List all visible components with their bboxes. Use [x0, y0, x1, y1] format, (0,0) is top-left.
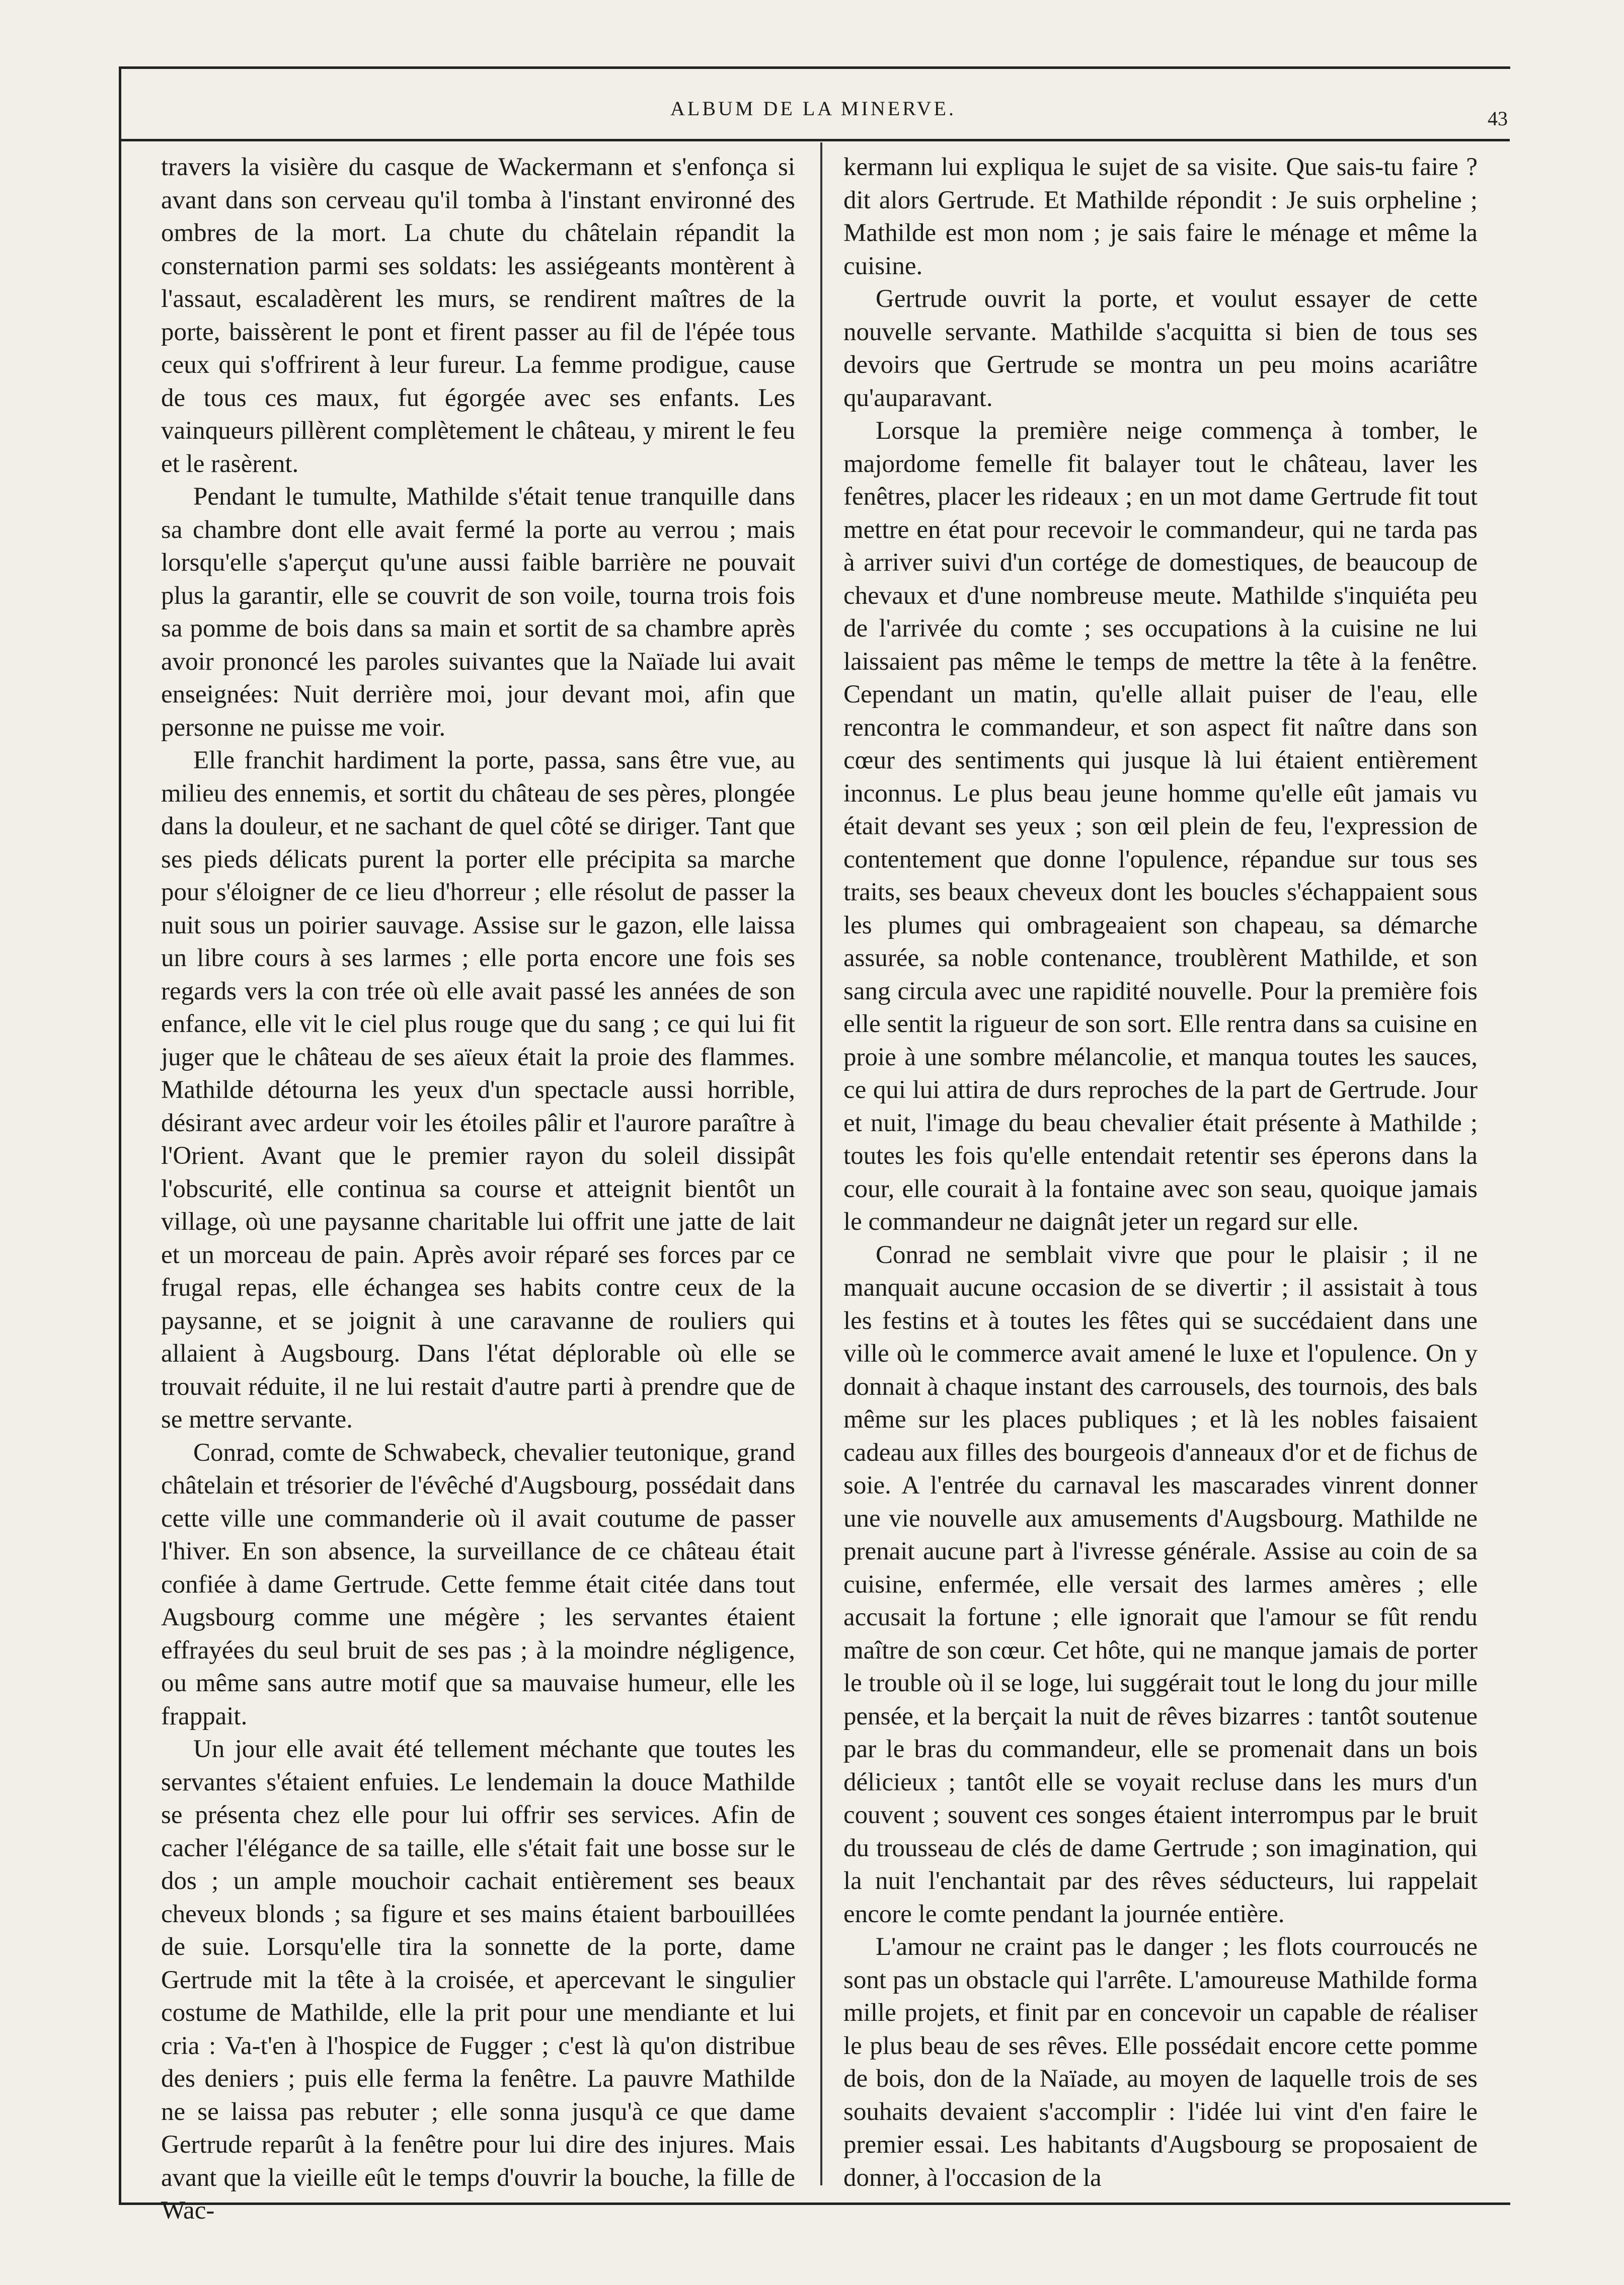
left-column	[161, 151, 795, 2225]
paragraph: Conrad ne semblait vivre que pour le plaisir ; il ne manquait aucune occasion de se divertir ; il assistait à tous les festins et à toutes les fêtes qui se succédaient dans une ville où le commerce avait amené le luxe et l'opulence. On y donnait à chaque instant des carrousels, des tournois, des bals même sur les places publiques ; et là les nobles faisaient cadeau aux filles des bourgeois d'anneaux d'or et de fichus de soie. A l'entrée du carnaval les mascarades vinrent donner une vie nouvelle aux amusements d'Augsbourg. Mathilde ne prenait aucune part à l'ivresse générale. Assise au coin de sa cuisine, enfermée, elle versait des larmes amères ; elle accusait la fortune ; elle ignorait que l'amour se fût rendu maître de son cœur. Cet hôte, qui ne manque jamais de porter le trouble où il se loge, lui suggérait tout le long du jour mille pensée, et la berçait la nuit de rêves bizarres : tantôt soutenue par le bras du commandeur, elle se promenait dans un bois délicieux ; tantôt elle se voyait recluse dans les murs d'un couvent ; souvent ces songes étaient interrompus par le bruit du trousseau de clés de dame Gertrude ; son imagination, qui la nuit l'enchantait par des rêves séducteurs, lui rappelait encore le comte pendant la journée entière.	[843, 1240, 1478, 1928]
right-column	[843, 151, 1478, 2192]
journal-title: ALBUM DE LA MINERVE.	[670, 97, 956, 120]
paragraph: Pendant le tumulte, Mathilde s'était tenue tranquille dans sa chambre dont elle avait fermé la porte au verrou ; mais lorsqu'elle s'aperçut qu'une aussi faible barrière ne pouvait plus la garantir, elle se couvrit de son voile, tourna trois fois sa pomme de bois dans sa main et sortit de sa chambre après avoir prononcé les paroles suivantes que la Naïade lui avait enseignées: Nuit derrière moi, jour devant moi, afin que personne ne puisse me voir.	[161, 483, 795, 742]
paragraph: travers la visière du casque de Wackermann et s'enfonça si avant dans son cerveau qu'il tomba à l'instant environné des ombres de la mort. La chute du châtelain répandit la consternation parmi ses soldats: les assiégeants montèrent à l'assaut, escaladèrent les murs, se rendirent maîtres de la porte, baissèrent le pont et firent passer au fil de l'épée tous ceux qui s'offrirent à leur fureur. La femme prodigue, cause de tous ces maux, fut égorgée avec ses enfants. Les vainqueurs pillèrent complètement le château, y mirent le feu et le rasèrent.	[161, 153, 795, 478]
paragraph: Gertrude ouvrit la porte, et voulut essayer de cette nouvelle servante. Mathilde s'acquitta si bien de tous ses devoirs que Gertrude se montra un peu moins acariâtre qu'auparavant.	[843, 285, 1478, 412]
paragraph: kermann lui expliqua le sujet de sa visite. Que sais-tu faire ? dit alors Gertrude. Et Mathilde répondit : Je suis orpheline ; Mathilde est mon nom ; je sais faire le ménage et même la cuisine.	[843, 153, 1478, 280]
page-number: 43	[1488, 107, 1508, 130]
paragraph: Elle franchit hardiment la porte, passa, sans être vue, au milieu des ennemis, et sortit du château de ses pères, plongée dans la douleur, et ne sachant de quel côté se diriger. Tant que ses pieds délicats purent la porter elle précipita sa marche pour s'éloigner de ce lieu d'horreur ; elle résolut de passer la nuit sous un poirier sauvage. Assise sur le gazon, elle laissa un libre cours à ses larmes ; elle porta encore une fois ses regards vers la con trée où elle avait passé les années de son enfance, elle vit le ciel plus rouge que du sang ; ce qui lui fit juger que le château de ses aïeux était la proie des flammes. Mathilde détourna les yeux d'un spectacle aussi horrible, désirant avec ardeur voir les étoiles pâlir et l'aurore paraître à l'Orient. Avant que le premier rayon du soleil dissipât l'obscurité, elle continua sa course et atteignit bientôt un village, où une paysanne charitable lui offrit une jatte de lait et un morceau de pain. Après avoir réparé ses forces par ce frugal repas, elle échangea ses habits contre ceux de la paysanne, et se joignit à une caravanne de rouliers qui allaient à Augsbourg. Dans l'état déplorable où elle se trouvait réduite, il ne lui restait d'autre parti à prendre que de se mettre servante.	[161, 746, 795, 1434]
paragraph: L'amour ne craint pas le danger ; les flots courroucés ne sont pas un obstacle qui l'arrête. L'amoureuse Mathilde forma mille projets, et finit par en concevoir un capable de réaliser le plus beau de ses rêves. Elle possédait encore cette pomme de bois, don de la Naïade, au moyen de laquelle trois de ses souhaits devaient s'accomplir : l'idée lui vint d'en faire le premier essai. Les habitants d'Augsbourg se proposaient de donner, à l'occasion de la	[843, 1933, 1478, 2192]
column-divider	[820, 142, 822, 2185]
page-header	[119, 91, 1508, 141]
header-rule	[121, 139, 1510, 141]
paragraph: Lorsque la première neige commença à tomber, le majordome femelle fit balayer tout le château, laver les fenêtres, placer les rideaux ; en un mot dame Gertrude fit tout mettre en état pour recevoir le commandeur, qui ne tarda pas à arriver suivi d'un cortége de domestiques, de beaucoup de chevaux et d'une nombreuse meute. Mathilde s'inquiéta peu de l'arrivée du comte ; ses occupations à la cuisine ne lui laissaient pas même le temps de mettre la tête à la fenêtre. Cependant un matin, qu'elle allait puiser de l'eau, elle rencontra le commandeur, et son aspect fit naître dans son cœur des sentiments qui jusque là lui étaient entièrement inconnus. Le plus beau jeune homme qu'elle eût jamais vu était devant ses yeux ; son œil plein de feu, l'expression de contentement que donne l'opulence, répandue sur tous ses traits, ses beaux cheveux dont les boucles s'échappaient sous les plumes qui ombrageaient son chapeau, sa démarche assurée, sa noble contenance, troublèrent Mathilde, et son sang circula avec une rapidité nouvelle. Pour la première fois elle sentit la rigueur de son sort. Elle rentra dans sa cuisine en proie à une sombre mélancolie, et manqua toutes les sauces, ce qui lui attira de durs reproches de la part de Gertrude. Jour et nuit, l'image du beau chevalier était présente à Mathilde ; toutes les fois qu'elle entendait retentir ses éperons dans la cour, elle courait à la fontaine avec son seau, quoique jamais le commandeur ne daignât jeter un regard sur elle.	[843, 417, 1478, 1236]
paragraph: Un jour elle avait été tellement méchante que toutes les servantes s'étaient enfuies. Le lendemain la douce Mathilde se présenta chez elle pour lui offrir ses services. Afin de cacher l'élégance de sa taille, elle s'était fait une bosse sur le dos ; un ample mouchoir cachait entièrement ses beaux cheveux blonds ; sa figure et ses mains étaient barbouillées de suie. Lorsqu'elle tira la sonnette de la porte, dame Gertrude mit la tête à la croisée, et apercevant le singulier costume de Mathilde, elle la prit pour une mendiante et lui cria : Va-t'en à l'hospice de Fugger ; c'est là qu'on distribue des deniers ; puis elle ferma la fenêtre. La pauvre Mathilde ne se laissa pas rebuter ; elle sonna jusqu'à ce que dame Gertrude reparût à la fenêtre pour lui dire des injures. Mais avant que la vieille eût le temps d'ouvrir la bouche, la fille de Wac-	[161, 1735, 795, 2225]
paragraph: Conrad, comte de Schwabeck, chevalier teutonique, grand châtelain et trésorier de l'évêché d'Augsbourg, possédait dans cette ville une commanderie où il avait coutume de passer l'hiver. En son absence, la surveillance de ce château était confiée à dame Gertrude. Cette femme était citée dans tout Augsbourg comme une mégère ; les servantes étaient effrayées du seul bruit de ses pas ; à la moindre négligence, ou même sans autre motif que sa mauvaise humeur, elle les frappait.	[161, 1438, 795, 1730]
